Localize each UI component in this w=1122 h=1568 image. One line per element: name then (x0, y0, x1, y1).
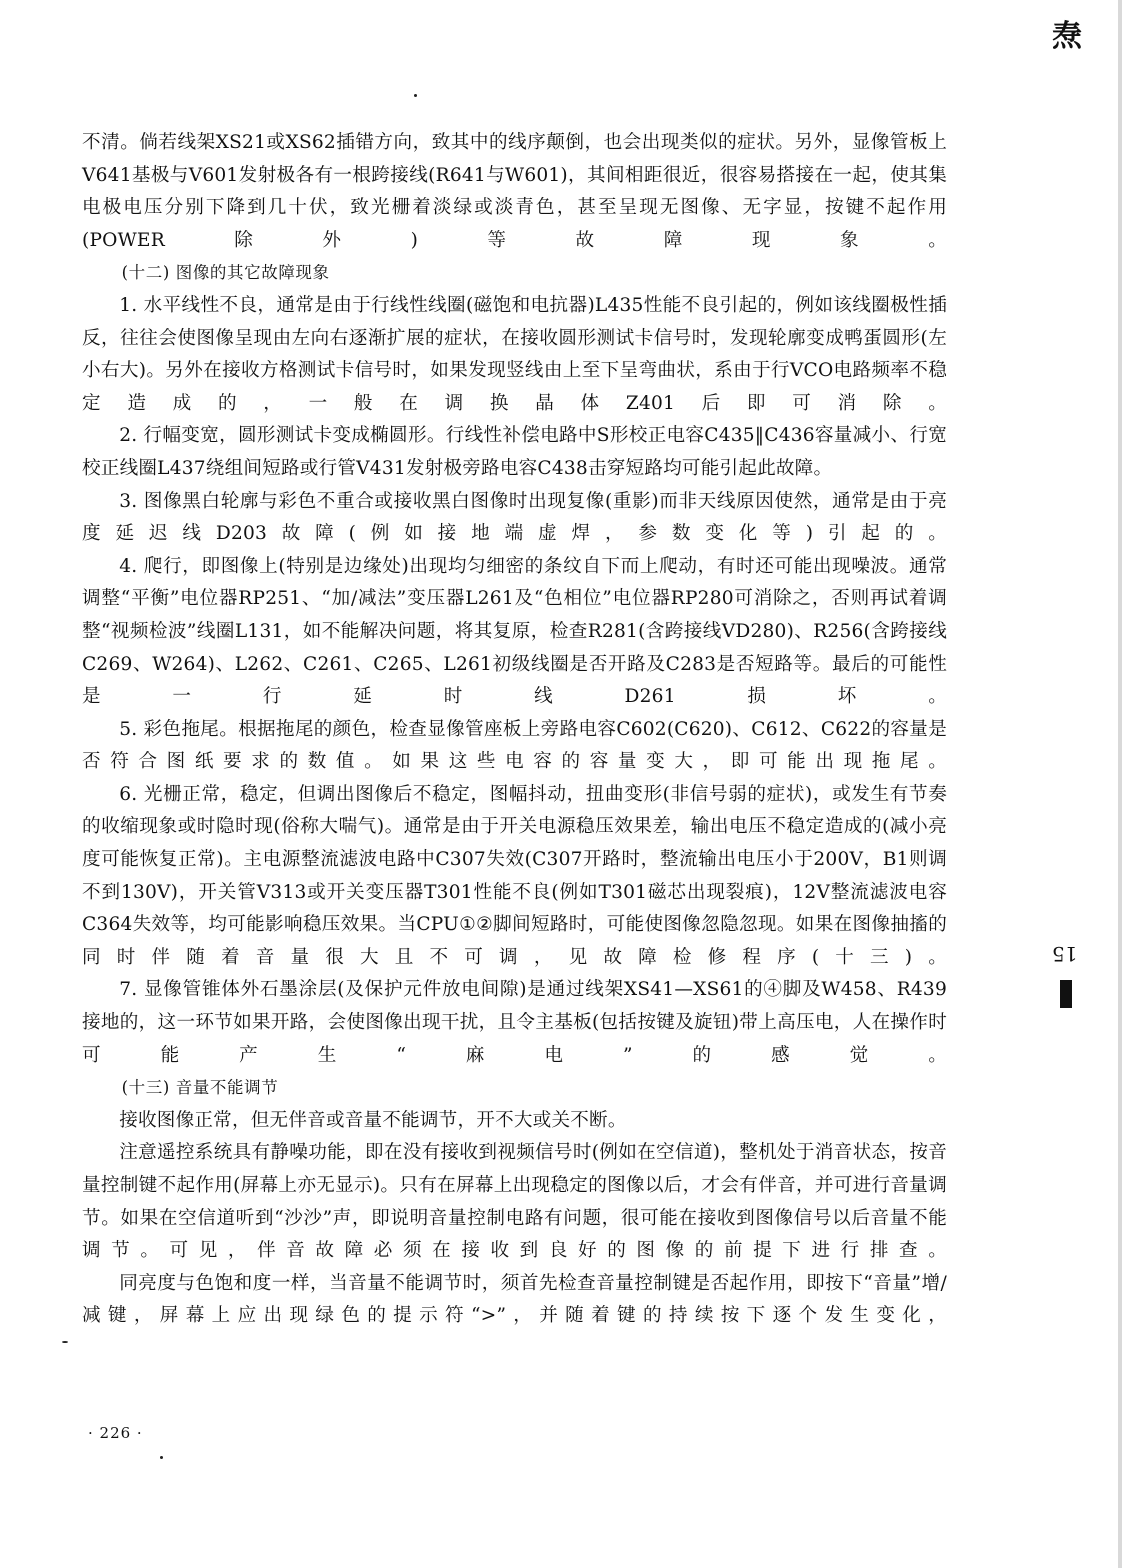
side-tab-marker (1060, 980, 1072, 1008)
paragraph-continuation: 不清。倘若线架XS21或XS62插错方向，致其中的线序颠倒，也会出现类似的症状。另外，显像管板上V641基极与V601发射极各有一根跨接线(R641与W601)，其间相距很近，很容易搭接在一起，使其集电极电压分别下降到几十伏，致光栅着淡绿或淡青色，甚至呈现无图像、无字显，按键不起作用(POWER除外)等故障现象。 (82, 132, 947, 251)
paragraph-item-5: 5. 彩色拖尾。根据拖尾的颜色，检查显像管座板上旁路电容C602(C620)、C612、C622的容量是否符合图纸要求的数值。如果这些电容的容量变大，即可能出现拖尾。 (82, 718, 947, 773)
page-number: · 226 · (88, 1424, 143, 1442)
paragraph-item-1: 1. 水平线性不良，通常是由于行线性线圈(磁饱和电抗器)L435性能不良引起的，例如该线圈极性插反，往往会使图像呈现由左向右逐渐扩展的症状，在接收圆形测试卡信号时，发现轮廓变成鸭蛋圆形(左小右大)。另外在接收方格测试卡信号时，如果发现竖线由上至下呈弯曲状，系由于行VCO电路频率不稳定造成的，一般在调换晶体Z401后即可消除。 (82, 294, 947, 414)
corner-handwritten-mark: 焘 (1052, 19, 1082, 54)
scan-speck (160, 1456, 163, 1459)
paragraph-item-4: 4. 爬行，即图像上(特别是边缘处)出现均匀细密的条纹自下而上爬动，有时还可能出现噪波。通常调整“平衡”电位器RP251、“加/减法”变压器L261及“色相位”电位器RP280可消除之，否则再试着调整“视频检波”线圈L131，如不能解决问题，将其复原，检查R281(含跨接线VD280)、R256(含跨接线C269、W264)、L262、C261、C265、L261初级线圈是否开路及C283是否短路等。最后的可能性是一行延时线D261损坏。 (82, 555, 947, 708)
side-page-number: 15 (1052, 942, 1078, 966)
page-body (82, 127, 947, 1333)
paragraph-volume-check: 同亮度与色饱和度一样，当音量不能调节时，须首先检查音量控制键是否起作用，即按下“音量”增/减键，屏幕上应出现绿色的提示符“>”，并随着键的持续按下逐个发生变化， (82, 1272, 947, 1327)
page-edge (1118, 0, 1122, 1568)
paragraph-item-3: 3. 图像黑白轮廓与彩色不重合或接收黑白图像时出现复像(重影)而非天线原因使然，通常是由于亮度延迟线D203故障(例如接地端虚焊，参数变化等)引起的。 (82, 490, 947, 545)
section-heading-12: (十二) 图像的其它故障现象 (121, 263, 330, 283)
scan-speck (414, 94, 417, 97)
scan-speck (62, 1341, 68, 1343)
paragraph-note: 注意遥控系统具有静噪功能，即在没有接收到视频信号时(例如在空信道)，整机处于消音状态，按音量控制键不起作用(屏幕上亦无显示)。只有在屏幕上出现稳定的图像以后，才会有伴音，并可进行音量调节。如果在空信道听到“沙沙”声，即说明音量控制电路有问题，很可能在接收到图像信号以后音量不能调节。可见，伴音故障必须在接收到良好的图像的前提下进行排查。 (82, 1142, 947, 1262)
paragraph-item-7: 7. 显像管锥体外石墨涂层(及保护元件放电间隙)是通过线架XS41—XS61的④脚及W458、R439接地的，这一环节如果开路，会使图像出现干扰，且令主基板(包括按键及旋钮)带上高压电，人在操作时可能产生“麻电”的感觉。 (82, 979, 947, 1066)
paragraph-symptom: 接收图像正常，但无伴音或音量不能调节，开不大或关不断。 (119, 1109, 627, 1131)
paragraph-item-2: 2. 行幅变宽，圆形测试卡变成椭圆形。行线性补偿电路中S形校正电容C435‖C436容量减小、行宽校正线圈L437绕组间短路或行管V431发射极旁路电容C438击穿短路均可能引起此故障。 (82, 425, 947, 479)
paragraph-item-6: 6. 光栅正常，稳定，但调出图像后不稳定，图幅抖动，扭曲变形(非信号弱的症状)，或发生有节奏的收缩现象或时隐时现(俗称大喘气)。通常是由于开关电源稳压效果差，输出电压不稳定造成的(减小亮度可能恢复正常)。主电源整流滤波电路中C307失效(C307开路时，整流输出电压小于200V，B1则调不到130V)，开关管V313或开关变压器T301性能不良(例如T301磁芯出现裂痕)，12V整流滤波电容C364失效等，均可能影响稳压效果。当CPU①②脚间短路时，可能使图像忽隐忽现。如果在图像抽搐的同时伴随着音量很大且不可调，见故障检修程序(十三)。 (82, 783, 947, 968)
section-heading-13: (十三) 音量不能调节 (121, 1078, 279, 1098)
